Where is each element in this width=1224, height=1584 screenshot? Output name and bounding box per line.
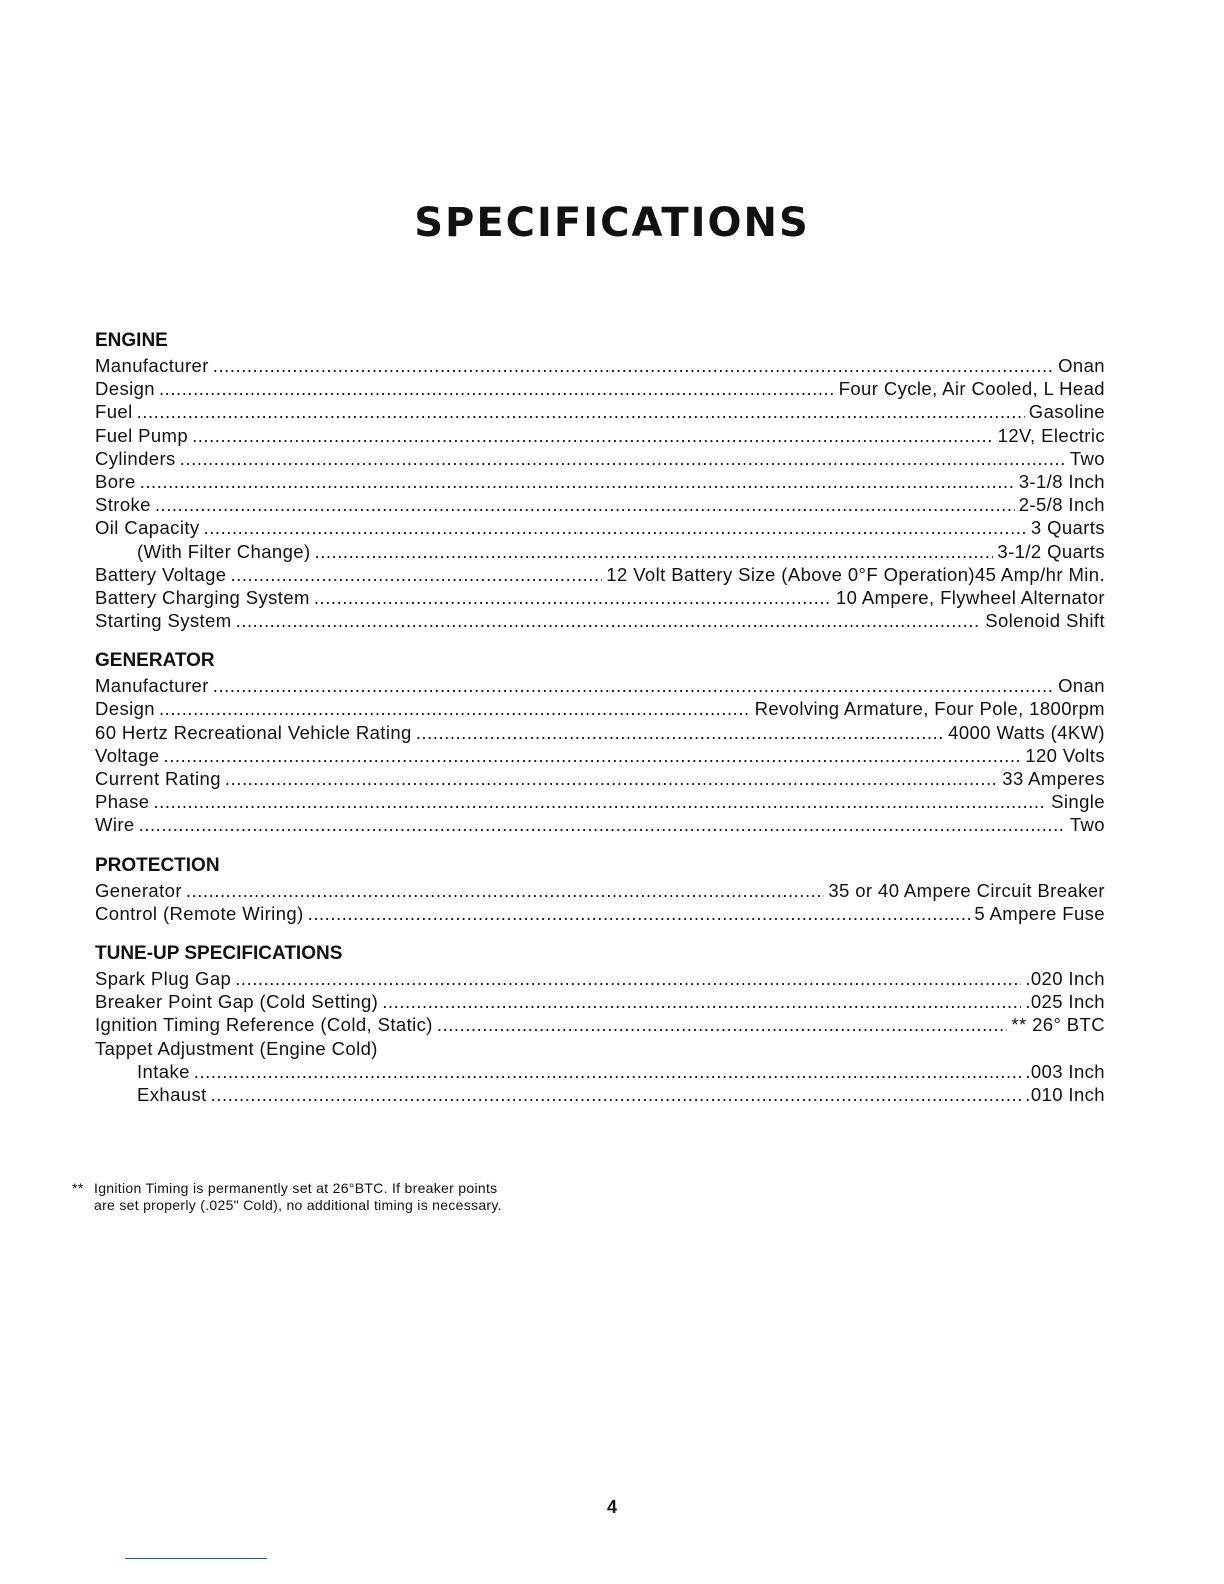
page-number: 4 (606, 1497, 617, 1517)
dot-leader (186, 879, 824, 902)
section-heading: ENGINE (95, 330, 168, 351)
footnote (72, 1180, 502, 1214)
spec-label: Cylinders (95, 447, 176, 469)
spec-row (95, 721, 1105, 744)
footnote-text-2: are set properly (.025" Cold), no additional timing is necessary. (94, 1197, 502, 1213)
spec-row (95, 377, 1105, 400)
spec-label: (With Filter Change) (137, 540, 311, 562)
spec-label: Design (95, 698, 155, 720)
spec-row (95, 470, 1105, 493)
spec-row (95, 1060, 1105, 1083)
dot-leader (437, 1013, 1008, 1036)
spec-row (95, 493, 1105, 516)
spec-label: Intake (137, 1060, 190, 1082)
spec-value: Gasoline (1028, 401, 1105, 423)
spec-value: 12 Volt Battery Size (Above 0°F Operation)45 Amp/hr Min. (606, 563, 1105, 585)
dot-leader (236, 609, 982, 632)
spec-label: Tappet Adjustment (Engine Cold) (95, 1037, 378, 1059)
spec-row (95, 1037, 1105, 1060)
dot-leader (211, 1083, 1022, 1106)
spec-label: Phase (95, 791, 150, 813)
spec-row (95, 767, 1105, 790)
spec-value: 3-1/2 Quarts (997, 540, 1105, 562)
bottom-rule (125, 1558, 267, 1559)
spec-row (95, 697, 1105, 720)
spec-value: Single (1051, 791, 1105, 813)
spec-value: 3-1/8 Inch (1018, 470, 1105, 492)
dot-leader (314, 586, 832, 609)
spec-label: Voltage (95, 744, 160, 766)
spec-value: 5 Ampere Fuse (974, 902, 1105, 924)
dot-leader (204, 516, 1027, 539)
spec-row (95, 879, 1105, 902)
dot-leader (159, 377, 835, 400)
spec-value: Four Cycle, Air Cooled, L Head (838, 378, 1105, 400)
spec-label: Control (Remote Wiring) (95, 902, 304, 924)
spec-label: Manufacturer (95, 675, 209, 697)
spec-row (95, 990, 1105, 1013)
footnote-text-1: Ignition Timing is permanently set at 26°BTC. If breaker points (94, 1180, 498, 1196)
spec-label: Fuel (95, 401, 133, 423)
section-heading: PROTECTION (95, 854, 220, 876)
spec-label: Oil Capacity (95, 517, 200, 539)
dot-leader (213, 354, 1054, 377)
dot-leader (155, 493, 1015, 516)
spec-row (95, 586, 1105, 609)
protection-section (95, 853, 1105, 925)
spec-row (95, 674, 1105, 697)
spec-value: 35 or 40 Ampere Circuit Breaker (828, 879, 1105, 901)
dot-leader (315, 540, 994, 563)
footnote-line-1 (72, 1180, 502, 1197)
spec-row (95, 813, 1105, 836)
spec-value: ** 26° BTC (1011, 1014, 1105, 1036)
tuneup-section (95, 941, 1105, 1106)
spec-value: Onan (1058, 355, 1105, 376)
dot-leader (153, 790, 1047, 813)
spec-row (95, 400, 1105, 423)
spec-value: Two (1069, 814, 1105, 836)
spec-label: Design (95, 378, 155, 400)
spec-label: Current Rating (95, 768, 221, 789)
dot-leader (164, 744, 1022, 767)
dot-leader (192, 424, 994, 447)
spec-row (95, 967, 1105, 990)
spec-label: Breaker Point Gap (Cold Setting) (95, 991, 379, 1013)
section-heading: GENERATOR (95, 650, 215, 672)
dot-leader (416, 721, 944, 744)
spec-row (95, 744, 1105, 767)
dot-leader (137, 400, 1025, 423)
spec-value: .003 Inch (1025, 1060, 1105, 1082)
spec-row (95, 902, 1105, 925)
spec-value: .025 Inch (1025, 991, 1105, 1013)
spec-row (95, 1013, 1105, 1036)
spec-value: Revolving Armature, Four Pole, 1800rpm (754, 698, 1105, 720)
spec-label: Ignition Timing Reference (Cold, Static) (95, 1014, 433, 1036)
spec-row (95, 516, 1105, 539)
spec-label: Fuel Pump (95, 424, 189, 446)
dot-leader (230, 563, 602, 586)
spec-row (95, 609, 1105, 632)
engine-section (95, 328, 1105, 632)
dot-leader (140, 470, 1015, 493)
spec-value: 4000 Watts (4KW) (948, 721, 1105, 743)
spec-label: Battery Voltage (95, 563, 227, 585)
spec-row (95, 354, 1105, 377)
footnote-mark: ** (72, 1180, 84, 1196)
spec-row (95, 790, 1105, 813)
spec-value: 12V, Electric (997, 424, 1105, 446)
dot-leader (159, 697, 751, 720)
spec-label: Starting System (95, 610, 232, 632)
spec-value: 3 Quarts (1030, 517, 1105, 539)
dot-leader (308, 902, 971, 925)
spec-value: 120 Volts (1025, 744, 1105, 766)
spec-label: Generator (95, 879, 182, 901)
spec-label: Spark Plug Gap (95, 967, 232, 989)
section-heading: TUNE-UP SPECIFICATIONS (95, 942, 343, 964)
dot-leader (235, 967, 1021, 990)
spec-value: 10 Ampere, Flywheel Alternator (835, 586, 1105, 608)
spec-label: Wire (95, 814, 135, 836)
dot-leader (180, 447, 1066, 470)
spec-row (95, 447, 1105, 470)
spec-label: Exhaust (137, 1083, 207, 1105)
spec-content (95, 328, 1105, 1122)
spec-label: Battery Charging System (95, 586, 310, 608)
spec-row (95, 540, 1105, 563)
dot-leader (139, 813, 1066, 836)
spec-label: Manufacturer (95, 355, 209, 376)
page-title: SPECIFICATIONS (414, 200, 810, 246)
spec-value: Two (1069, 447, 1105, 469)
spec-value: .010 Inch (1025, 1083, 1105, 1105)
spec-label: 60 Hertz Recreational Vehicle Rating (95, 721, 412, 743)
spec-label: Stroke (95, 494, 151, 516)
spec-row (95, 424, 1105, 447)
spec-value: Onan (1058, 675, 1105, 697)
spec-row (95, 1083, 1105, 1106)
generator-section (95, 648, 1105, 836)
spec-label: Bore (95, 470, 136, 492)
spec-value: Solenoid Shift (985, 610, 1105, 632)
dot-leader (194, 1060, 1021, 1083)
spec-value: 2-5/8 Inch (1018, 494, 1105, 516)
dot-leader (225, 767, 998, 790)
dot-leader (213, 674, 1054, 697)
spec-value: 33 Amperes (1002, 768, 1105, 789)
spec-value: .020 Inch (1025, 967, 1105, 989)
dot-leader (382, 990, 1021, 1013)
spec-row (95, 563, 1105, 586)
